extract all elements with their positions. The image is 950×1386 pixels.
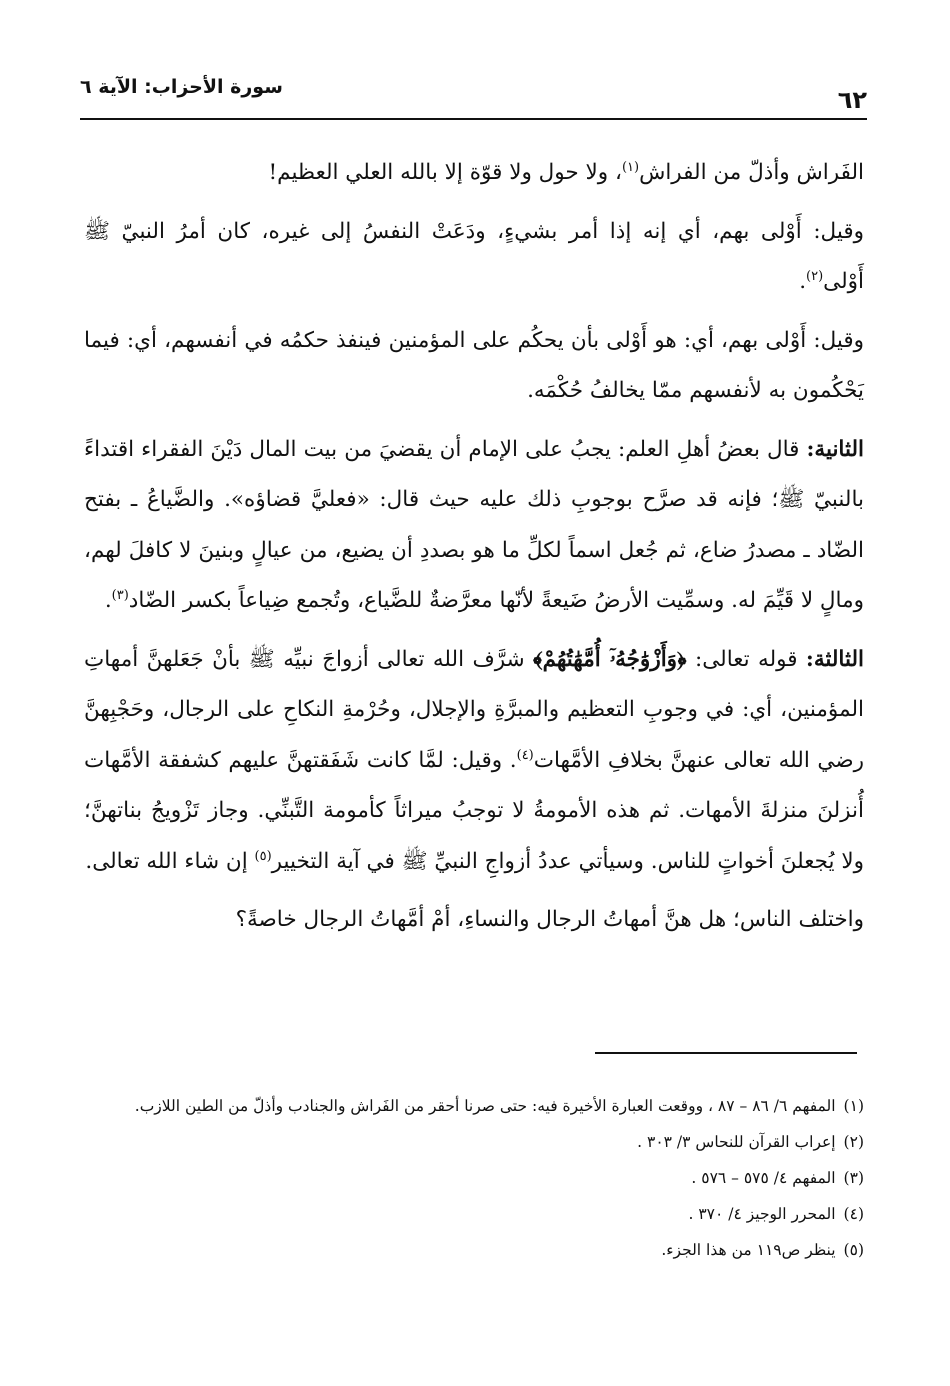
paragraph-text: ، ولا حول ولا قوّة إلا بالله العلي العظيم! xyxy=(268,160,622,185)
footnote-ref: (٢) xyxy=(806,268,824,284)
paragraph-text: وقيل: أَوْلى بهم، أي إنه إذا أمر بشيءٍ، ودَعَتْ النفسُ إلى غيره، كان أمرُ النبيّ ﷺ أَوْلى xyxy=(84,218,864,294)
paragraph-text: . وقيل: لمَّا كانت شَفَقتهنَّ عليهم كشفقة الأمَّهات أُنزلنَ منزلةَ الأمهات. ثم هذه الأمومةُ لا توجبُ ميراثاً كأمومة التَّبنِّي. وجاز تَزْويجُ بناتهنَّ؛ ولا يُجعلنَ أخواتٍ للناس. وسيأتي عددُ أزواجِ النبيِّ ﷺ في آية التخيير xyxy=(84,747,864,874)
footnote xyxy=(84,1124,864,1160)
running-title: سورة الأحزاب: الآية ٦ xyxy=(80,76,283,98)
footnote-text: المفهم ٤/ ٥٧٥ – ٥٧٦ . xyxy=(691,1169,836,1187)
footnote-number: (٢) xyxy=(843,1133,864,1151)
paragraph-text: قوله تعالى: xyxy=(686,646,806,672)
footnote-separator xyxy=(595,1052,857,1054)
footnote-ref: (١) xyxy=(621,159,640,175)
page-number: ٦٢ xyxy=(837,86,867,114)
main-text xyxy=(84,148,864,954)
footnote-text: إعراب القرآن للنحاس ٣/ ٣٠٣ . xyxy=(637,1133,836,1151)
footnote-ref: (٥) xyxy=(254,848,272,864)
footnote-text: المفهم ٦/ ٨٦ – ٨٧ ، ووقعت العبارة الأخيرة فيه: حتى صرنا أحقر من الفَراش والجنادب وأذلّ من الطين اللازب. xyxy=(134,1097,836,1115)
paragraph-3 xyxy=(84,316,864,417)
section-lead: الثالثة: xyxy=(805,646,864,672)
paragraph-text: واختلف الناس؛ هل هنَّ أمهاتُ الرجال والنساءِ، أمْ أمَّهاتُ الرجال خاصةً؟ xyxy=(235,907,864,932)
footnote-number: (٤) xyxy=(843,1205,864,1223)
footnotes xyxy=(84,1088,864,1268)
footnote-number: (١) xyxy=(843,1097,864,1115)
footnote xyxy=(84,1196,864,1232)
footnote-ref: (٣) xyxy=(111,587,129,603)
section-lead: الثانية: xyxy=(806,436,864,462)
footnote xyxy=(84,1088,864,1124)
footnote-ref: (٤) xyxy=(516,747,534,763)
paragraph-1 xyxy=(84,148,864,199)
paragraph-text: إن شاء الله تعالى. xyxy=(85,848,255,874)
paragraph-text: قال بعضُ أهلِ العلم: يجبُ على الإمام أن يقضيَ من بيت المال دَيْنَ الفقراء اقتداءً بالنبيّ ﷺ؛ فإنه قد صرَّح بوجوبِ ذلك عليه حيث قال: «فعليَّ قضاؤه». والضَّياعُ ـ بفتح الضّاد ـ مصدرُ ضاع، ثم جُعل اسماً لكلِّ ما هو بصددِ أن يضيع، من عيالٍ وبنينَ لا كافلَ لهم، ومالٍ لا قَيِّمَ له. وسمِّيت الأرضُ ضَيعةً لأنّها معرَّضةٌ للضَّياع، وتُجمع ضِياعاً بكسر الضّاد xyxy=(84,436,864,613)
footnote-number: (٣) xyxy=(843,1169,864,1187)
header-rule xyxy=(80,118,867,120)
footnote xyxy=(84,1232,864,1268)
paragraph-2 xyxy=(84,207,864,308)
paragraph-text: شرَّف الله تعالى أزواجَ نبيِّه ﷺ بأنْ جَعَلهنَّ أمهاتِ المؤمنين، أي: في وجوبِ التعظيم والمبرَّةِ والإجلال، وحُرْمةِ النكاحِ على الرجال، وحَجْبِهنَّ رضي الله تعالى عنهنَّ بخلافِ الأمَّهات xyxy=(84,646,864,773)
paragraph-4 xyxy=(84,425,864,627)
paragraph-text: وقيل: أَوْلى بهم، أي: هو أَوْلى بأن يحكُم على المؤمنين فينفذ حكمُه في أنفسهم، أي: فيما يَحْكُمون به لأنفسهم ممّا يخالفُ حُكْمَه. xyxy=(84,327,864,403)
quran-verse: ﴿وَأَزْوَٰجُهُۥٓ أُمَّهَٰتُهُمْ﴾ xyxy=(533,646,687,672)
footnote-text: ينظر ص١١٩ من هذا الجزء. xyxy=(661,1241,836,1259)
paragraph-5 xyxy=(84,635,864,888)
paragraph-text: الفَراش وأذلّ من الفراش xyxy=(639,160,864,185)
paragraph-text: . xyxy=(104,588,112,613)
footnote-text: المحرر الوجيز ٤/ ٣٧٠ . xyxy=(688,1205,836,1223)
paragraph-6 xyxy=(84,895,864,946)
footnote xyxy=(84,1160,864,1196)
page-header xyxy=(80,72,867,118)
footnote-number: (٥) xyxy=(843,1241,864,1259)
paragraph-text: . xyxy=(799,269,807,294)
